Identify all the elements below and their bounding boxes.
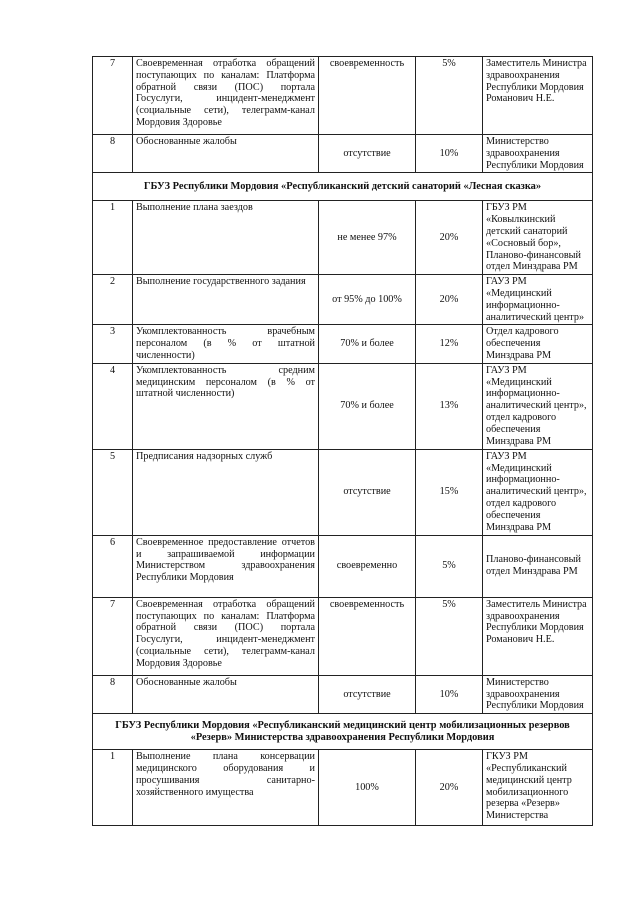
- responsible-party: ГБУЗ РМ «Ковылкинский детский санаторий «Сосновый бор», Планово-финансовый отдел Минздрава РМ: [483, 201, 593, 275]
- section-header: [93, 173, 593, 201]
- criterion-text: Предписания надзорных служб: [133, 449, 319, 535]
- row-number: 7: [93, 57, 133, 135]
- table-row: [93, 597, 593, 675]
- criteria-table: [92, 56, 593, 826]
- weight-value: 20%: [416, 201, 483, 275]
- criterion-text: Выполнение плана заездов: [133, 201, 319, 275]
- criterion-text: Выполнение плана консервации медицинского оборудования и просушивания санитарно-хозяйственного имущества: [133, 750, 319, 826]
- target-value: от 95% до 100%: [319, 275, 416, 325]
- table-row: [93, 57, 593, 135]
- responsible-party: ГАУЗ РМ «Медицинский информационно-аналитический центр», отдел кадрового обеспечения Минздрава РМ: [483, 449, 593, 535]
- target-value: отсутствие: [319, 135, 416, 173]
- responsible-party: Министерство здравоохранения Республики Мордовия: [483, 135, 593, 173]
- row-number: 1: [93, 750, 133, 826]
- criterion-text: Своевременная отработка обращений поступающих по каналам: Платформа обратной связи (ПОС) портала Госуслуги, инцидент-менеджмент (социальные сети), телеграмм-канал Мордовия Здоровье: [133, 597, 319, 675]
- section-title: ГБУЗ Республики Мордовия «Республиканский медицинский центр мобилизационных резервов «Резерв» Министерства здравоохранения Республики Мордовия: [93, 714, 593, 750]
- table-row: [93, 535, 593, 597]
- target-value: своевременно: [319, 535, 416, 597]
- responsible-party: ГАУЗ РМ «Медицинский информационно-аналитический центр»: [483, 275, 593, 325]
- table-row: [93, 275, 593, 325]
- row-number: 8: [93, 675, 133, 713]
- document-page: [92, 56, 592, 826]
- target-value: 70% и более: [319, 363, 416, 449]
- row-number: 5: [93, 449, 133, 535]
- row-number: 4: [93, 363, 133, 449]
- weight-value: 10%: [416, 675, 483, 713]
- criterion-text: Выполнение государственного задания: [133, 275, 319, 325]
- criterion-text: Своевременное предоставление отчетов и запрашиваемой информации Министерством здравоохранения Республики Мордовия: [133, 535, 319, 597]
- responsible-party: ГКУЗ РМ «Республиканский медицинский центр мобилизационного резерва «Резерв» Министерства: [483, 750, 593, 826]
- table-row: [93, 675, 593, 713]
- weight-value: 5%: [416, 597, 483, 675]
- weight-value: 12%: [416, 325, 483, 363]
- table-row: [93, 449, 593, 535]
- target-value: отсутствие: [319, 449, 416, 535]
- row-number: 2: [93, 275, 133, 325]
- target-value: отсутствие: [319, 675, 416, 713]
- criterion-text: Обоснованные жалобы: [133, 135, 319, 173]
- table-row: [93, 325, 593, 363]
- row-number: 7: [93, 597, 133, 675]
- row-number: 1: [93, 201, 133, 275]
- responsible-party: ГАУЗ РМ «Медицинский информационно-аналитический центр», отдел кадрового обеспечения Минздрава РМ: [483, 363, 593, 449]
- criterion-text: Своевременная отработка обращений поступающих по каналам: Платформа обратной связи (ПОС) портала Госуслуги, инцидент-менеджмент (социальные сети), телеграмм-канал Мордовия Здоровье: [133, 57, 319, 135]
- section-title: ГБУЗ Республики Мордовия «Республиканский детский санаторий «Лесная сказка»: [93, 173, 593, 201]
- criterion-text: Укомплектованность средним медицинским персоналом (в % от штатной численности): [133, 363, 319, 449]
- weight-value: 20%: [416, 750, 483, 826]
- criterion-text: Обоснованные жалобы: [133, 675, 319, 713]
- responsible-party: Отдел кадрового обеспечения Минздрава РМ: [483, 325, 593, 363]
- target-value: 100%: [319, 750, 416, 826]
- section-header: [93, 714, 593, 750]
- responsible-party: Планово-финансовый отдел Минздрава РМ: [483, 535, 593, 597]
- weight-value: 13%: [416, 363, 483, 449]
- responsible-party: Заместитель Министра здравоохранения Республики Мордовия Романович Н.Е.: [483, 57, 593, 135]
- criterion-text: Укомплектованность врачебным персоналом (в % от штатной численности): [133, 325, 319, 363]
- weight-value: 10%: [416, 135, 483, 173]
- weight-value: 5%: [416, 535, 483, 597]
- row-number: 6: [93, 535, 133, 597]
- target-value: 70% и более: [319, 325, 416, 363]
- table-row: [93, 750, 593, 826]
- row-number: 3: [93, 325, 133, 363]
- table-row: [93, 201, 593, 275]
- target-value: своевременность: [319, 597, 416, 675]
- responsible-party: Министерство здравоохранения Республики Мордовия: [483, 675, 593, 713]
- table-row: [93, 363, 593, 449]
- weight-value: 20%: [416, 275, 483, 325]
- target-value: своевременность: [319, 57, 416, 135]
- weight-value: 15%: [416, 449, 483, 535]
- row-number: 8: [93, 135, 133, 173]
- weight-value: 5%: [416, 57, 483, 135]
- table-row: [93, 135, 593, 173]
- responsible-party: Заместитель Министра здравоохранения Республики Мордовия Романович Н.Е.: [483, 597, 593, 675]
- target-value: не менее 97%: [319, 201, 416, 275]
